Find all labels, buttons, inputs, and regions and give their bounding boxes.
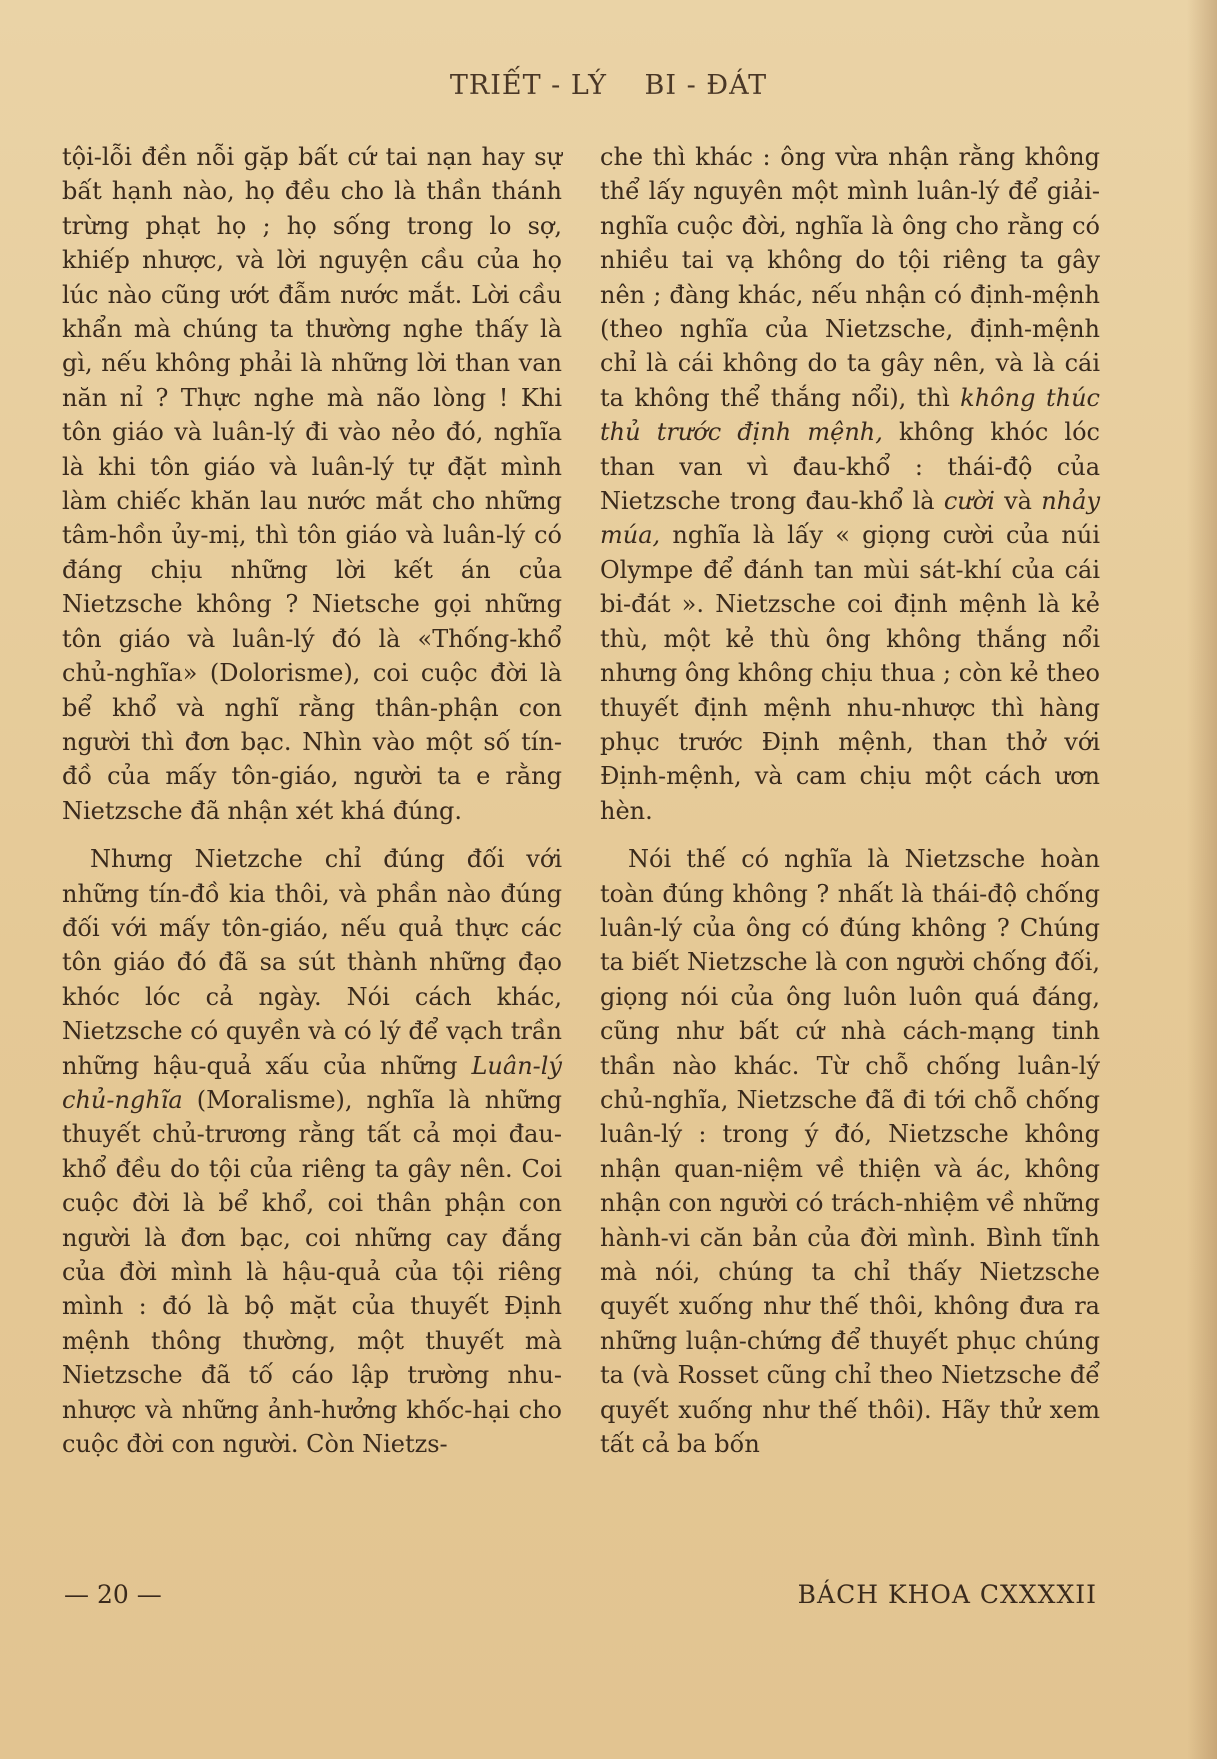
right-column	[600, 140, 1100, 1475]
emphasis: cười	[943, 487, 995, 516]
paragraph: tội-lỗi đền nỗi gặp bất cứ tai nạn hay sự bất hạnh nào, họ đều cho là thần thánh trừng phạt họ ; họ sống trong lo sợ, khiếp nhược, và lời nguyện cầu của họ lúc nào cũng ướt đẫm nước mắt. Lời cầu khẩn mà chúng ta thường nghe thấy là gì, nếu không phải là những lời than van năn nỉ ? Thực nghe mà não lòng ! Khi tôn giáo và luân-lý đi vào nẻo đó, nghĩa là khi tôn giáo và luân-lý tự đặt mình làm chiếc khăn lau nước mắt cho những tâm-hồn ủy-mị, thì tôn giáo và luân-lý có đáng chịu những lời kết án của Nietzsche không ? Nietsche gọi những tôn giáo và luân-lý đó là «Thống-khổ chủ-nghĩa» (Dolorisme), coi cuộc đời là bể khổ và nghĩ rằng thân-phận con người thì đơn bạc. Nhìn vào một số tín-đồ của mấy tôn-giáo, người ta e rằng Nietzsche đã nhận xét khá đúng.	[62, 143, 562, 825]
emphasis: Luân-lý chủ-nghĩa	[62, 1051, 562, 1114]
left-column	[62, 140, 562, 1475]
paragraph: Nhưng Nietzche chỉ đúng đối với những tín-đồ kia thôi, và phần nào đúng đối với mấy tôn-giáo, nếu quả thực các tôn giáo đó đã sa sút thành những đạo khóc lóc cả ngày. Nói cách khác, Nietzsche có quyền và có lý để vạch trần những hậu-quả xấu của những Luân-lý chủ-nghĩa (Moralisme), nghĩa là những thuyết chủ-trương rằng tất cả mọi đau-khổ đều do tội của riêng ta gây nên. Coi cuộc đời là bể khổ, coi thân phận con người là đơn bạc, coi những cay đắng của đời mình là hậu-quả của tội riêng mình : đó là bộ mặt của thuyết Định mệnh thông thường, một thuyết mà Nietzsche đã tố cáo lập trường nhu-nhược và những ảnh-hưởng khốc-hại cho cuộc đời con người. Còn Nietzs-	[62, 845, 562, 1459]
paragraph: che thì khác : ông vừa nhận rằng không thể lấy nguyên một mình luân-lý để giải-nghĩa cuộc đời, nghĩa là ông cho rằng có nhiều tai vạ không do tội riêng ta gây nên ; đàng khác, nếu nhận có định-mệnh (theo nghĩa của Nietzsche, định-mệnh chỉ là cái không do ta gây nên, và là cái ta không thể thắng nổi), thì không thúc thủ trước định mệnh, không khóc lóc than van vì đau-khổ : thái-độ của Nietzsche trong đau-khổ là cười và nhảy múa, nghĩa là lấy « giọng cười của núi Olympe để đánh tan mùi sát-khí của cái bi-đát ». Nietzsche coi định mệnh là kẻ thù, một kẻ thù ông không thắng nổi nhưng ông không chịu thua ; còn kẻ theo thuyết định mệnh nhu-nhược thì hàng phục trước Định mệnh, than thở với Định-mệnh, và cam chịu một cách ươn hèn.	[600, 143, 1100, 825]
emphasis: không thúc thủ trước định mệnh,	[600, 383, 1100, 447]
running-header	[0, 70, 1217, 101]
header-left: TRIẾT - LÝ	[449, 70, 607, 101]
publication-title: BÁCH KHOA CXXXXII	[797, 1580, 1097, 1609]
paragraph: Nói thế có nghĩa là Nietzsche hoàn toàn đúng không ? nhất là thái-độ chống luân-lý của ông có đúng không ? Chúng ta biết Nietzsche là con người chống đối, giọng nói của ông luôn luôn quá đáng, cũng như bất cứ nhà cách-mạng tinh thần nào khác. Từ chỗ chống luân-lý chủ-nghĩa, Nietzsche đã đi tới chỗ chống luân-lý : trong ý đó, Nietzsche không nhận quan-niệm về thiện và ác, không nhận con người có trách-nhiệm về những hành-vi căn bản của đời mình. Bình tĩnh mà nói, chúng ta chỉ thấy Nietzsche quyết xuống như thế thôi, không đưa ra những luận-chứng để thuyết phục chúng ta (và Rosset cũng chỉ theo Nietzsche để quyết xuống như thế thôi). Hãy thử xem tất cả ba bốn	[600, 845, 1100, 1459]
emphasis: nhảy múa,	[600, 487, 1100, 550]
page-number: — 20 —	[64, 1580, 162, 1609]
header-right: BI - ĐÁT	[644, 70, 768, 101]
